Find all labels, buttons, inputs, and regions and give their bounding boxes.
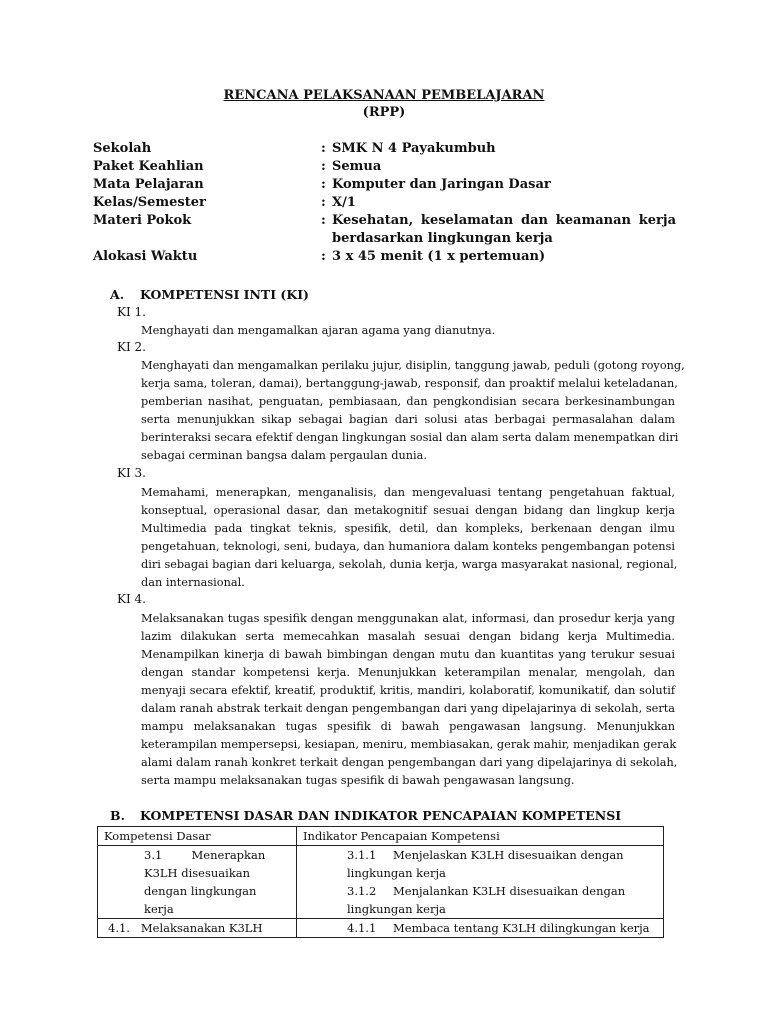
ki-4-label: KI 4. — [117, 592, 146, 606]
ki-1-label: KI 1. — [117, 305, 146, 319]
info-value: 3 x 45 menit (1 x pertemuan) — [332, 249, 546, 264]
document-title: RENCANA PELAKSANAAN PEMBELAJARAN — [223, 88, 545, 103]
info-row-sekolah: Sekolah : SMK N 4 Payakumbuh — [93, 141, 496, 156]
info-label: Mata Pelajaran — [93, 177, 204, 192]
table-header-kd: Kompetensi Dasar — [98, 827, 297, 846]
info-value: Kesehatan, keselamatan dan keamanan kerja — [332, 213, 676, 228]
table-row — [98, 846, 664, 919]
info-row-materi-pokok: Materi Pokok : Kesehatan, keselamatan dan keamanan kerja — [93, 213, 676, 228]
info-value: X/1 — [332, 195, 356, 210]
info-row-mata-pelajaran: Mata Pelajaran : Komputer dan Jaringan Dasar — [93, 177, 551, 192]
ki-1-text: Menghayati dan mengamalkan ajaran agama yang dianutnya. — [141, 324, 496, 337]
ki-2-label: KI 2. — [117, 340, 146, 354]
indicator-item: 3.1.1 Menjelaskan K3LH disesuaikan dengan lingkungan kerja — [347, 848, 624, 880]
info-row-alokasi-waktu: Alokasi Waktu : 3 x 45 menit (1 x pertemuan) — [93, 249, 546, 264]
section-b-heading: B. KOMPETENSI DASAR DAN INDIKATOR PENCAPAIAN KOMPETENSI — [110, 808, 622, 823]
indicator-item: 3.1.2 Menjalankan K3LH disesuaikan dengan lingkungan kerja — [347, 884, 626, 916]
kd-cell: 3.1 Menerapkan K3LH disesuaikan dengan lingkungan kerja — [98, 846, 297, 919]
section-a-heading: A. KOMPETENSI INTI (KI) — [110, 287, 309, 302]
info-value: Komputer dan Jaringan Dasar — [332, 177, 551, 192]
info-row-kelas-semester: Kelas/Semester : X/1 — [93, 195, 356, 210]
info-label: Materi Pokok — [93, 213, 192, 228]
document-subtitle: (RPP) — [362, 105, 406, 120]
info-label: Sekolah — [93, 141, 152, 156]
info-label: Paket Keahlian — [93, 159, 204, 174]
info-label: Kelas/Semester — [93, 195, 206, 210]
competency-table — [97, 826, 664, 938]
ki-3-label: KI 3. — [117, 466, 146, 480]
ki-4-text: Melaksanakan tugas spesifik dengan menggunakan alat, informasi, dan prosedur kerja yang lazim dilakukan serta memecahkan masalah sesuai dengan bidang kerja Multimedia. Menampilkan kinerja di bawah bimbingan dengan mutu dan kuantitas yang terukur sesuai dengan standar kompetensi kerja. Menunjukkan keterampilan menalar, mengolah, dan menyaji secara efektif, kreatif, produktif, kritis, mandiri, kolaboratif, komunikatif, dan solutif dalam ranah abstrak terkait dengan pengembangan dari yang dipelajarinya di sekolah, serta mampu melaksanakan tugas spesifik di bawah pengawasan langsung. Menunjukkan keterampilan mempersepsi, kesiapan, meniru, membiasakan, gerak mahir, menjadikan gerak alami dalam ranah konkret terkait dengan pengembangan dari yang dipelajarinya di sekolah, serta mampu melaksanakan tugas spesifik di bawah pengawasan langsung. — [141, 612, 678, 787]
table-row — [98, 919, 664, 938]
info-label: Alokasi Waktu — [93, 249, 198, 264]
info-value: Semua — [332, 159, 382, 174]
info-row-paket-keahlian: Paket Keahlian : Semua — [93, 159, 382, 174]
table-header-indicator: Indikator Pencapaian Kompetensi — [297, 827, 664, 846]
indicator-cell — [297, 846, 664, 919]
kd-cell: 4.1. Melaksanakan K3LH — [98, 919, 297, 938]
info-value-continued: berdasarkan lingkungan kerja — [332, 231, 553, 246]
ki-2-text: Menghayati dan mengamalkan perilaku jujur, disiplin, tanggung jawab, peduli (gotong royong, kerja sama, toleran, damai), bertanggung-jawab, responsif, dan proaktif melalui keteladanan, pemberian nasihat, penguatan, pembiasaan, dan pengkondisian secara berkesinambungan serta menunjukkan sikap sebagai bagian dari solusi atas berbagai permasalahan dalam berinteraksi secara efektif dengan lingkungan sosial dan alam serta dalam menempatkan diri sebagai cerminan bangsa dalam pergaulan dunia. — [141, 359, 685, 462]
indicator-item: 4.1.1 Membaca tentang K3LH dilingkungan kerja — [347, 921, 650, 935]
info-value: SMK N 4 Payakumbuh — [332, 141, 496, 156]
indicator-cell — [297, 919, 664, 938]
identity-block — [93, 140, 676, 266]
table-header-row — [98, 827, 664, 846]
ki-3-text: Memahami, menerapkan, menganalisis, dan mengevaluasi tentang pengetahuan faktual, konseptual, operasional dasar, dan metakognitif sesuai dengan bidang dan lingkup kerja Multimedia pada tingkat teknis, spesifik, detil, dan kompleks, berkenaan dengan ilmu pengetahuan, teknologi, seni, budaya, dan humaniora dalam konteks pengembangan potensi diri sebagai bagian dari keluarga, sekolah, dunia kerja, warga masyarakat nasional, regional, dan internasional. — [141, 486, 678, 589]
